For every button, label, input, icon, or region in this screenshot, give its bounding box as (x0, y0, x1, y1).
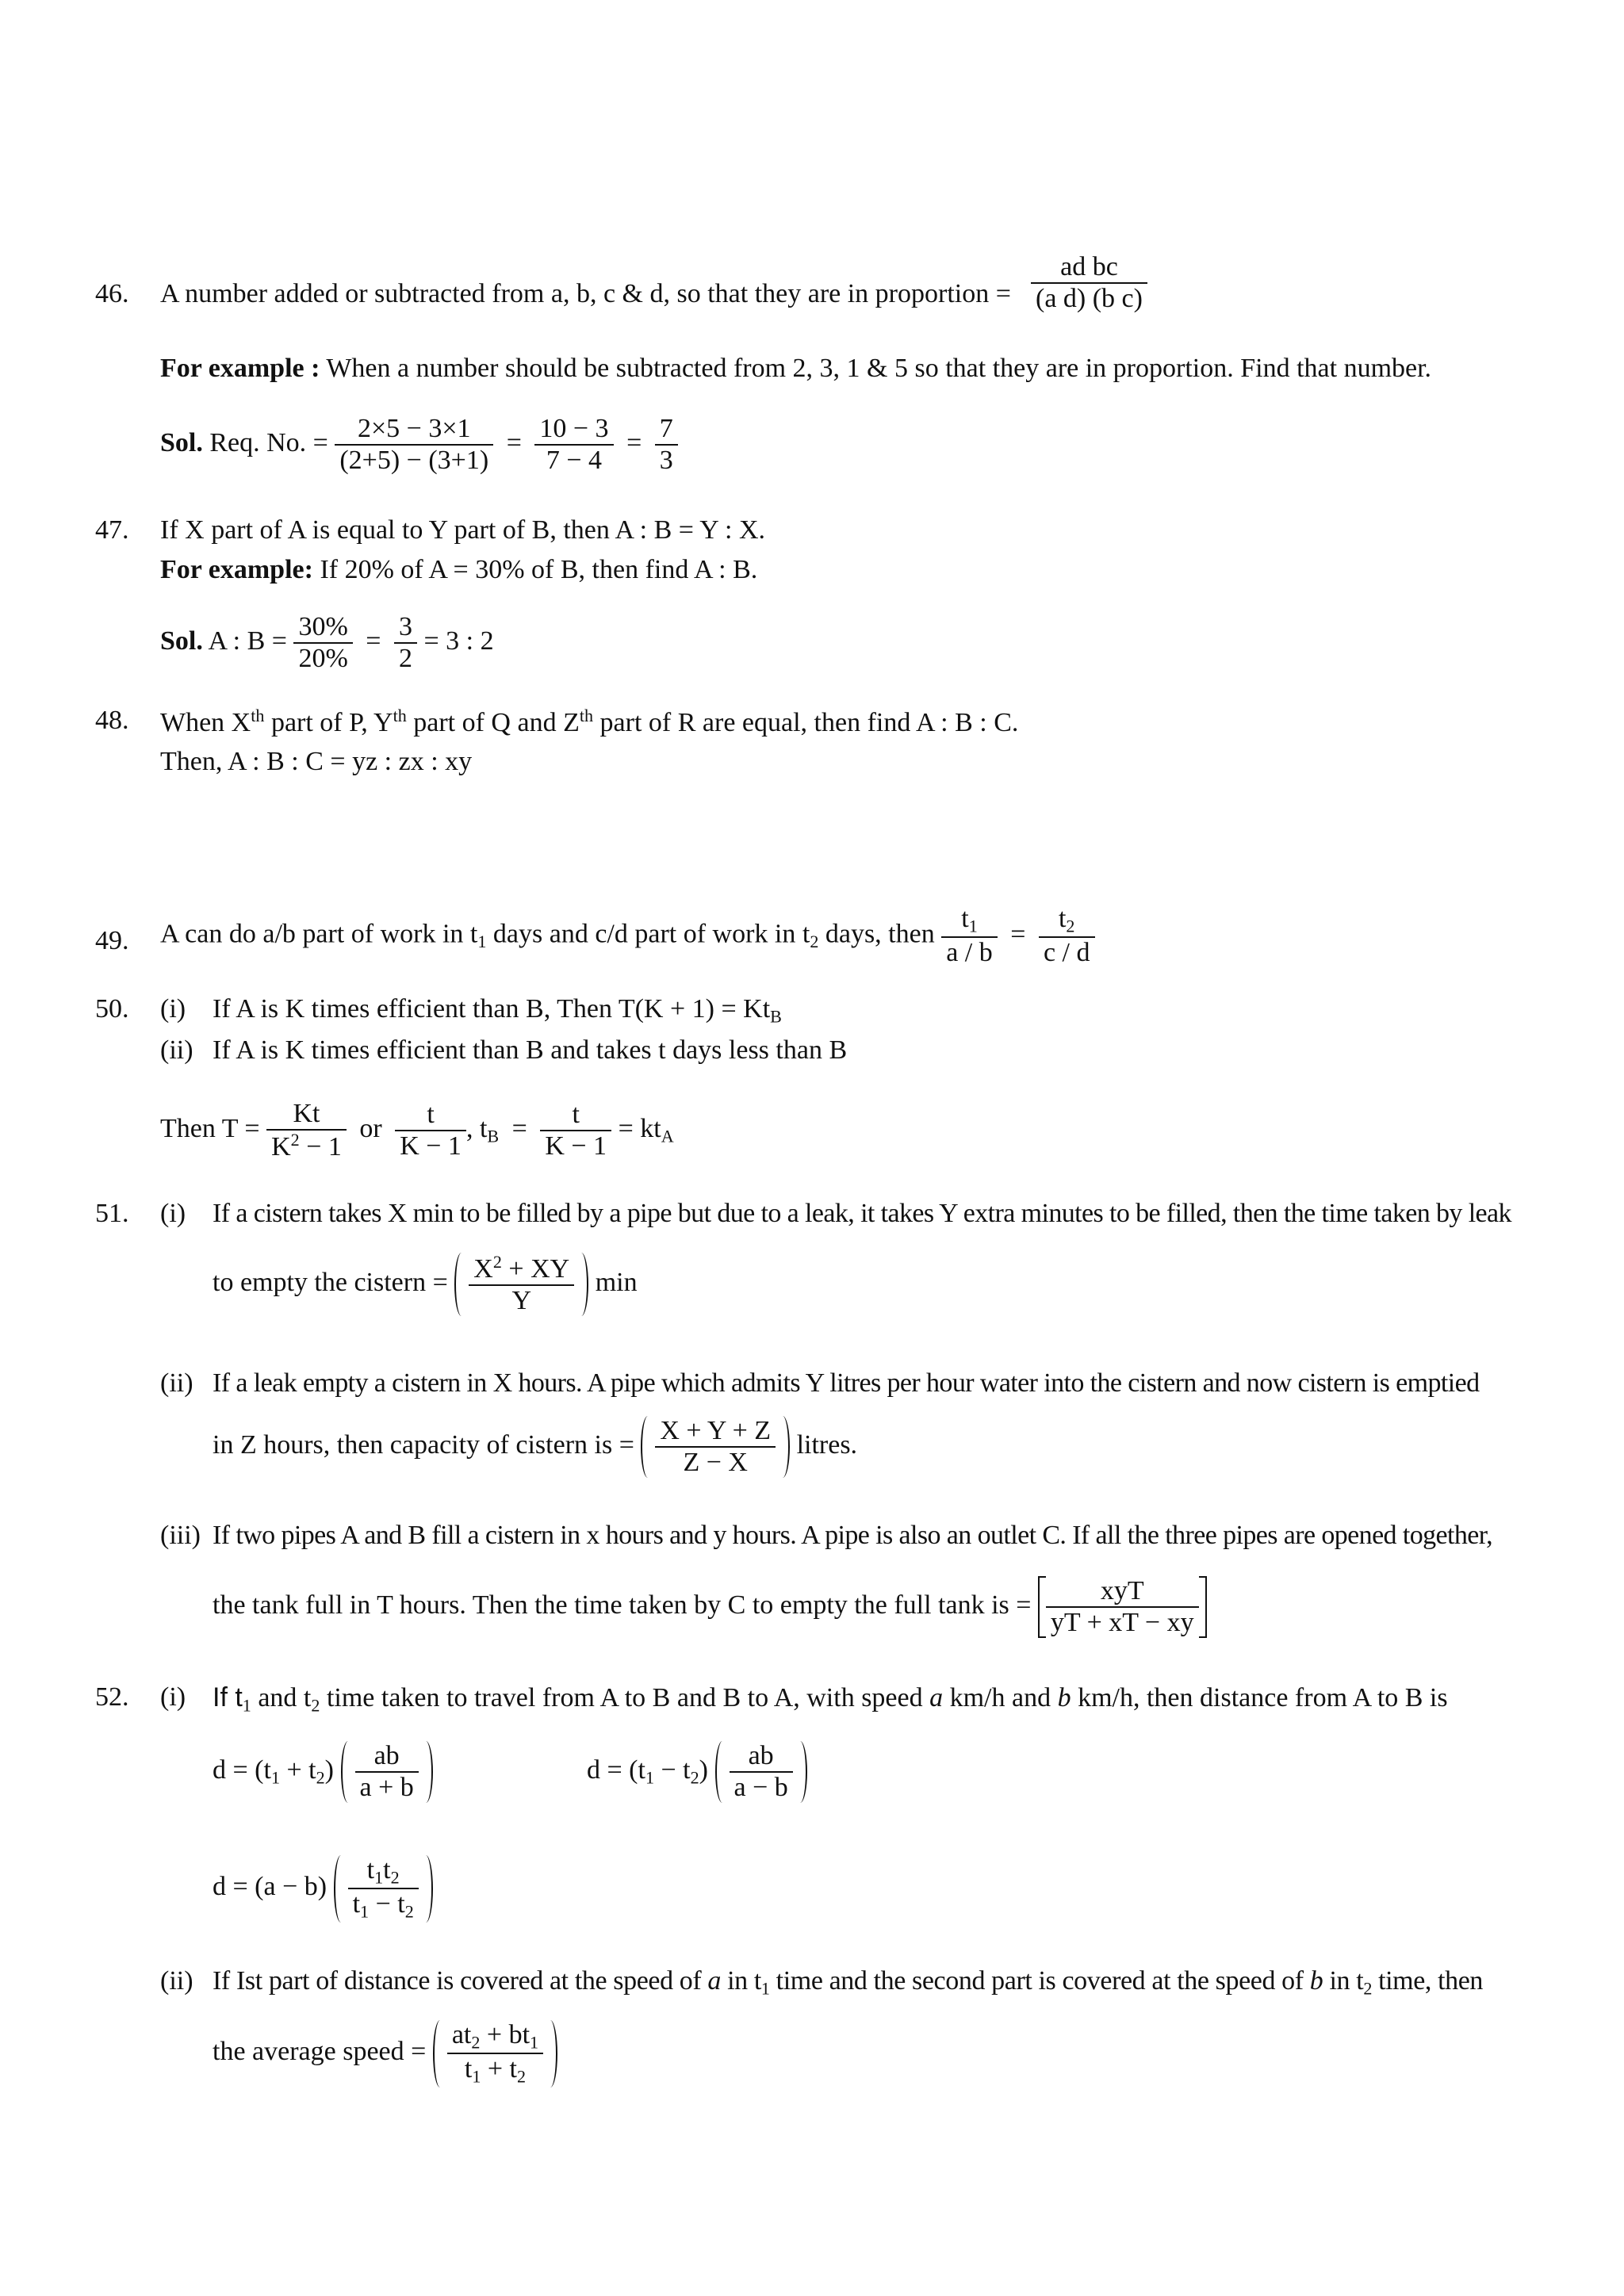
parenthesised-fraction: $\frac{at_2 + bt_1}{t_1 + t_2}$ (433, 2020, 557, 2087)
item-51-part-i-formula: to empty the cistern = $\frac{X^2 + XY}{Y}$ min (213, 1252, 638, 1316)
parenthesised-fraction: $\frac{ab}{a + b}$ (341, 1741, 433, 1803)
item-48-number: 48. (95, 706, 129, 735)
item-46-example: For example : When a number should be subtracted from 2, 3, 1 & 5 so that they are in proportion. Find that number. (160, 354, 1432, 383)
item-50-part-i-text: If A is K times efficient than B, Then $T(K + 1) = Kt_B$ (213, 994, 782, 1027)
fraction: $\frac{3}{2}$ (394, 612, 417, 674)
item-50-number: 50. (95, 994, 129, 1024)
item-51-part-ii-formula: in Z hours, then capacity of cistern is = $\frac{X + Y + Z}{Z - X}$ litres. (213, 1416, 858, 1478)
item-50-formula: Then T = $\frac{Kt}{K^2 - 1}$ or $\frac{t}{K - 1}$ , $t_B$ = $\frac{t}{K - 1}$ = $kt_A$ (160, 1099, 674, 1162)
parenthesised-fraction: $\frac{X^2 + XY}{Y}$ (454, 1253, 588, 1316)
fraction: $\frac{t_1}{a / b}$ (941, 904, 998, 968)
item-50-part-ii-text: If A is K times efficient than B and takes t days less than B (213, 1035, 848, 1065)
bracketed-fraction: $\frac{\text{xyT}}{yT + xT - xy}$ (1038, 1576, 1207, 1638)
item-50-part-i: (i) (160, 994, 186, 1024)
item-46-formula (1031, 252, 1147, 314)
item-52-part-i: (i) (160, 1682, 186, 1712)
item-52-part-ii: (ii) (160, 1966, 193, 1996)
parenthesised-fraction: $\frac{ab}{a - b}$ (715, 1741, 807, 1803)
item-51-part-iii: (iii) (160, 1521, 201, 1550)
item-51-part-ii: (ii) (160, 1368, 193, 1398)
parenthesised-fraction: $\frac{t_1t_2}{t_1 - t_2}$ (334, 1855, 433, 1923)
item-47-number: 47. (95, 515, 129, 545)
fraction: $\frac{t_2}{c / d}$ (1039, 904, 1095, 968)
fraction: $\frac{2\times 5 - 3\times 1}{(2+5) - (3+1)}$ (335, 414, 493, 476)
item-47-example: For example: If 20% of A = 30% of B, then find A : B. (160, 555, 758, 584)
fraction: $\frac{7}{3}$ (655, 414, 678, 476)
fraction: $\frac{\text{ad bc}}{\text{(a d) (b c)}}$ (1031, 252, 1147, 314)
fraction: $\frac{t}{K - 1}$ (540, 1100, 611, 1161)
item-52-part-ii-text: If Ist part of distance is covered at the speed of a in $t_1$ time and the second part is covered at the speed of b in $t_2$ time, then (213, 1966, 1484, 1999)
item-46-number: 46. (95, 279, 129, 308)
item-51-part-iii-text: If two pipes A and B fill a cistern in x hours and y hours. A pipe is also an outlet C. If all the three pipes are opened together, (213, 1521, 1492, 1550)
item-52-part-ii-formula: the average speed = $\frac{at_2 + bt_1}{t_1 + t_2}$ (213, 2020, 557, 2087)
item-51-part-ii-text: If a leak empty a cistern in X hours. A pipe which admits Y litres per hour water into the cistern and now cistern is emptied (213, 1368, 1480, 1398)
parenthesised-fraction: $\frac{X + Y + Z}{Z - X}$ (641, 1416, 790, 1478)
item-51-part-i-text: If a cistern takes X min to be filled by a pipe but due to a leak, it takes Y extra minutes to be filled, then the time taken by leak (213, 1199, 1511, 1228)
fraction: $\frac{30\%}{20\%}$ (293, 612, 352, 674)
fraction: $\frac{Kt}{K^2 - 1}$ (266, 1099, 347, 1162)
fraction: $\frac{t}{K - 1}$ (395, 1100, 466, 1161)
item-51-number: 51. (95, 1199, 129, 1228)
item-46-text: A number added or subtracted from a, b, c & d, so that they are in proportion = (160, 279, 1011, 308)
item-47-text: If X part of A is equal to Y part of B, then A : B = Y : X. (160, 515, 765, 545)
item-50-part-ii: (ii) (160, 1035, 193, 1065)
item-51-part-iii-formula: the tank full in T hours. Then the time taken by C to empty the full tank is = $\frac{\text{xyT}}{yT + xT - xy}$ (213, 1576, 1207, 1638)
item-51-part-i: (i) (160, 1199, 186, 1228)
item-48-text: When Xth part of P, $Y^{th}$ part of Q and $Z^{th}$ part of R are equal, then find A : B : C. (160, 706, 1019, 738)
item-48-result: Then, A : B : C = yz : zx : xy (160, 747, 473, 776)
item-52-formula-product: d = (a − b) $\frac{t_1t_2}{t_1 - t_2}$ (213, 1855, 433, 1923)
item-52-part-i-text: If $t_1$ and $t_2$ time taken to travel from A to B and B to A, with speed a km/h and b km/h, then distance from A to B is (213, 1682, 1448, 1716)
item-52-formula-difference: $d = (t_1 - t_2)$ $\frac{ab}{a - b}$ (587, 1741, 807, 1803)
item-49-number: 49. (95, 926, 129, 955)
item-52-number: 52. (95, 1682, 129, 1712)
item-49-text: A can do a/b part of work in $t_1$ days and c/d part of work in $t_2$ days, then $\frac{t_1}{a / b}$ = $\frac{t_2}{c / d}$ (160, 904, 1095, 968)
item-52-formula-sum: $d = (t_1 + t_2)$ $\frac{ab}{a + b}$ (213, 1741, 433, 1803)
fraction: $\frac{10 - 3}{7 - 4}$ (534, 414, 613, 476)
item-46-solution: Sol. Req. No. = $\frac{2\times 5 - 3\times 1}{(2+5) - (3+1)}$ = $\frac{10 - 3}{7 - 4}$ = $\frac{7}{3}$ (160, 414, 678, 476)
item-47-solution: Sol. A : B = $\frac{30\%}{20\%}$ = $\frac{3}{2}$ = 3 : 2 (160, 612, 494, 674)
